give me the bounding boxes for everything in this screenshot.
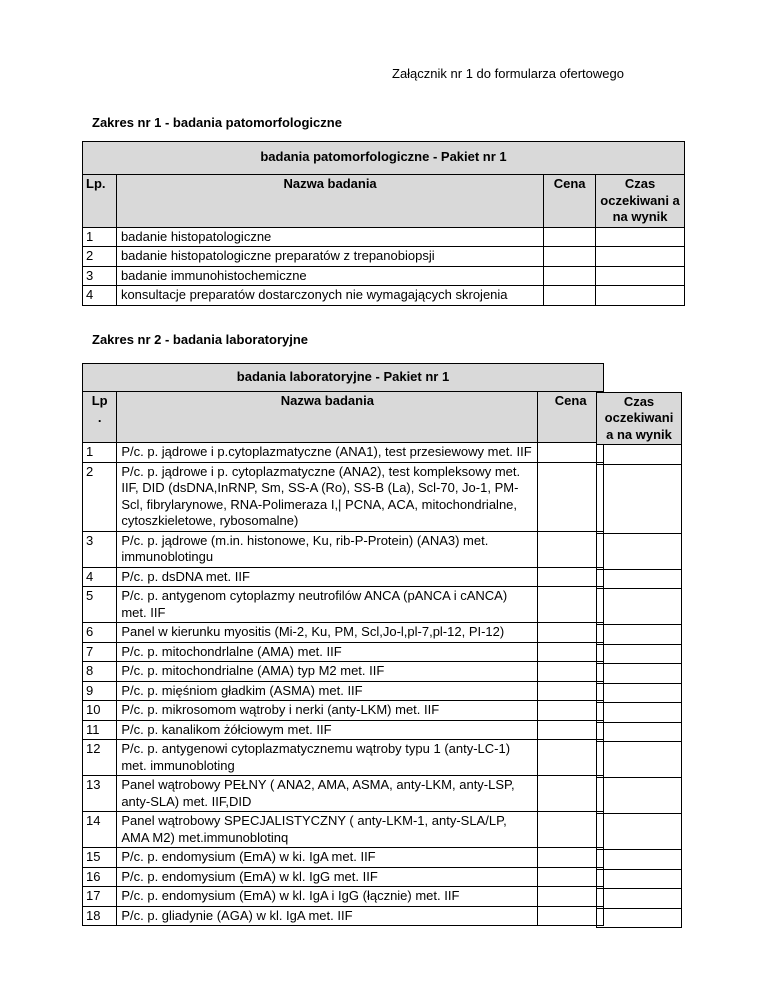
row-lp: 3 xyxy=(83,531,117,567)
row-price-cell[interactable] xyxy=(538,443,604,463)
col-lp-header: Lp. xyxy=(83,175,117,228)
table2-band: badania laboratoryjne - Pakiet nr 1 xyxy=(83,364,604,392)
row-time-cell[interactable] xyxy=(597,850,682,870)
row-price-cell[interactable] xyxy=(538,701,604,721)
row-lp: 14 xyxy=(83,812,117,848)
row-name: P/c. p. dsDNA met. IIF xyxy=(117,567,538,587)
table-row xyxy=(83,227,685,247)
row-name: P/c. p. jądrowe i p.cytoplazmatyczne (ANA1), test przesiewowy met. IIF xyxy=(117,443,538,463)
row-lp: 9 xyxy=(83,681,117,701)
row-time-cell[interactable] xyxy=(597,664,682,684)
row-price-cell[interactable] xyxy=(538,720,604,740)
table-row xyxy=(83,701,604,721)
row-lp: 1 xyxy=(83,227,117,247)
table-row xyxy=(83,740,604,776)
row-name: P/c. p. endomysium (EmA) w kl. IgA i IgG (łącznie) met. IIF xyxy=(117,887,538,907)
table-row xyxy=(83,887,604,907)
row-time-cell[interactable] xyxy=(597,683,682,703)
row-lp: 6 xyxy=(83,623,117,643)
row-time-cell[interactable] xyxy=(597,703,682,723)
row-name: P/c. p. antygenom cytoplazmy neutrofilów ANCA (pANCA i cANCA) met. IIF xyxy=(117,587,538,623)
row-time-cell[interactable] xyxy=(597,533,682,569)
row-name: P/c. p. gliadynie (AGA) w kl. IgA met. IIF xyxy=(117,906,538,926)
table-row xyxy=(83,462,604,531)
row-lp: 12 xyxy=(83,740,117,776)
table-row xyxy=(83,247,685,267)
row-time-cell[interactable] xyxy=(596,286,685,306)
row-time-cell[interactable] xyxy=(597,814,682,850)
row-name: Panel w kierunku myositis (Mi-2, Ku, PM, Scl,Jo-l,pl-7,pl-12, PI-12) xyxy=(117,623,538,643)
table-row xyxy=(83,623,604,643)
row-name: P/c. p. kanalikom żółciowym met. IIF xyxy=(117,720,538,740)
table-row xyxy=(83,776,604,812)
time-table xyxy=(596,392,682,929)
col-price-header: Cena xyxy=(538,392,604,443)
section1-title: Zakres nr 1 - badania patomorfologiczne xyxy=(92,115,342,130)
row-price-cell[interactable] xyxy=(538,662,604,682)
row-name: P/c. p. antygenowi cytoplazmatycznemu wątroby typu 1 (anty-LC-1) met. immunobloting xyxy=(117,740,538,776)
table-row xyxy=(83,906,604,926)
table-row xyxy=(83,443,604,463)
row-name: P/c. p. jądrowe i p. cytoplazmatyczne (ANA2), test kompleksowy met. IIF, DID (dsDNA,InRNP, Sm, SS-A (Ro), SS-B (La), Scl-70, Jo-1, PM-Scl, fibrylarynowe, RNA-Polimeraza I,| PCNA, ACA, mitochondrialne, cytoszkieletowe, rybosomalne) xyxy=(117,462,538,531)
row-time-cell[interactable] xyxy=(597,742,682,778)
row-price-cell[interactable] xyxy=(538,906,604,926)
row-name: konsultacje preparatów dostarczonych nie wymagających skrojenia xyxy=(116,286,543,306)
row-time-cell[interactable] xyxy=(597,445,682,465)
table-row xyxy=(83,812,604,848)
row-time-cell[interactable] xyxy=(596,266,685,286)
col-time-header: Czas oczekiwani a na wynik xyxy=(597,392,682,445)
col-time-header: Czas oczekiwani a na wynik xyxy=(596,175,685,228)
table1-band: badania patomorfologiczne - Pakiet nr 1 xyxy=(83,142,685,175)
row-lp: 15 xyxy=(83,848,117,868)
row-price-cell[interactable] xyxy=(538,642,604,662)
row-name: badanie histopatologiczne xyxy=(116,227,543,247)
row-price-cell[interactable] xyxy=(538,887,604,907)
row-lp: 11 xyxy=(83,720,117,740)
row-name: Panel wątrobowy PEŁNY ( ANA2, AMA, ASMA, anty-LKM, anty-LSP, anty-SLA) met. IIF,DID xyxy=(117,776,538,812)
col-name-header: Nazwa badania xyxy=(116,175,543,228)
row-name: P/c. p. mikrosomom wątroby i nerki (anty-LKM) met. IIF xyxy=(117,701,538,721)
row-time-cell[interactable] xyxy=(596,227,685,247)
row-lp: 2 xyxy=(83,247,117,267)
row-time-cell[interactable] xyxy=(597,778,682,814)
row-name: P/c. p. jądrowe (m.in. histonowe, Ku, rib-P-Protein) (ANA3) met. immunoblotingu xyxy=(117,531,538,567)
row-name: P/c. p. endomysium (EmA) w ki. IgA met. IIF xyxy=(117,848,538,868)
row-lp: 8 xyxy=(83,662,117,682)
row-time-cell[interactable] xyxy=(597,464,682,533)
table-row xyxy=(83,848,604,868)
row-price-cell[interactable] xyxy=(538,462,604,531)
table-row xyxy=(83,531,604,567)
table-row xyxy=(83,266,685,286)
table-row xyxy=(83,286,685,306)
row-price-cell[interactable] xyxy=(538,681,604,701)
table-row xyxy=(83,720,604,740)
row-price-cell[interactable] xyxy=(544,286,596,306)
row-price-cell[interactable] xyxy=(538,867,604,887)
row-time-cell[interactable] xyxy=(596,247,685,267)
table-row xyxy=(83,587,604,623)
row-name: badanie immunohistochemiczne xyxy=(116,266,543,286)
row-price-cell[interactable] xyxy=(538,531,604,567)
col-lp-header: Lp . xyxy=(83,392,117,443)
row-price-cell[interactable] xyxy=(538,623,604,643)
row-time-cell[interactable] xyxy=(597,644,682,664)
row-name: Panel wątrobowy SPECJALISTYCZNY ( anty-LKM-1, anty-SLA/LP, AMA M2) met.immunoblotinq xyxy=(117,812,538,848)
table-row xyxy=(83,867,604,887)
row-lp: 7 xyxy=(83,642,117,662)
row-time-cell[interactable] xyxy=(597,889,682,909)
row-time-cell[interactable] xyxy=(597,569,682,589)
row-price-cell[interactable] xyxy=(538,740,604,776)
row-time-cell[interactable] xyxy=(597,589,682,625)
row-lp: 3 xyxy=(83,266,117,286)
row-lp: 18 xyxy=(83,906,117,926)
row-price-cell[interactable] xyxy=(538,848,604,868)
row-time-cell[interactable] xyxy=(597,869,682,889)
row-lp: 17 xyxy=(83,887,117,907)
row-lp: 16 xyxy=(83,867,117,887)
row-name: P/c. p. mitochondrialne (AMA) typ M2 met. IIF xyxy=(117,662,538,682)
lab-table xyxy=(82,363,604,926)
row-lp: 5 xyxy=(83,587,117,623)
row-time-cell[interactable] xyxy=(597,625,682,645)
row-lp: 1 xyxy=(83,443,117,463)
row-price-cell[interactable] xyxy=(544,266,596,286)
row-time-cell[interactable] xyxy=(597,722,682,742)
row-time-cell[interactable] xyxy=(597,908,682,928)
table-row xyxy=(83,567,604,587)
row-name: P/c. p. mięśniom gładkim (ASMA) met. IIF xyxy=(117,681,538,701)
row-price-cell[interactable] xyxy=(538,587,604,623)
col-name-header: Nazwa badania xyxy=(117,392,538,443)
pathology-table xyxy=(82,141,685,306)
table-row xyxy=(83,662,604,682)
row-lp: 2 xyxy=(83,462,117,531)
row-price-cell[interactable] xyxy=(538,567,604,587)
row-lp: 10 xyxy=(83,701,117,721)
table-row xyxy=(83,642,604,662)
time-column xyxy=(596,392,682,929)
row-price-cell[interactable] xyxy=(538,776,604,812)
col-price-header: Cena xyxy=(544,175,596,228)
table-row xyxy=(83,681,604,701)
row-price-cell[interactable] xyxy=(544,227,596,247)
row-lp: 4 xyxy=(83,567,117,587)
row-price-cell[interactable] xyxy=(538,812,604,848)
row-name: P/c. p. mitochondrlalne (AMA) met. IIF xyxy=(117,642,538,662)
row-price-cell[interactable] xyxy=(544,247,596,267)
row-name: P/c. p. endomysium (EmA) w kl. IgG met. IIF xyxy=(117,867,538,887)
row-lp: 13 xyxy=(83,776,117,812)
row-name: badanie histopatologiczne preparatów z trepanobiopsji xyxy=(116,247,543,267)
page-header: Załącznik nr 1 do formularza ofertowego xyxy=(392,66,624,81)
section2-title: Zakres nr 2 - badania laboratoryjne xyxy=(92,332,309,347)
row-lp: 4 xyxy=(83,286,117,306)
